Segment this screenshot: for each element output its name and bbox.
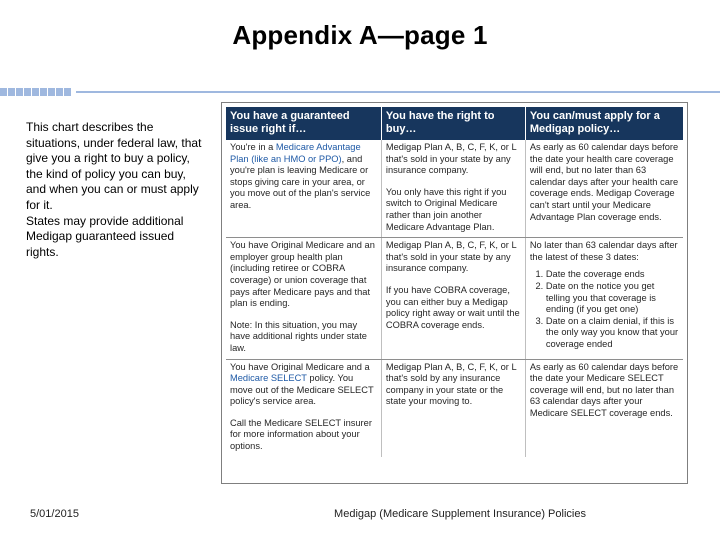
date-list xyxy=(530,269,679,350)
table-header-row xyxy=(226,107,683,140)
list-item: 1. Date the coverage ends xyxy=(546,269,679,281)
intro-text xyxy=(26,120,204,260)
table-cell: You have Original Medicare and an employer group health plan (including retiree or COBRA coverage) or union coverage that pays after Medicare pays and that plan is ending. Note: In this situation, you may have additional rights under state law. xyxy=(226,238,381,359)
intro-paragraph-1: This chart describes the situations, under federal law, that give you a right to buy a policy, the kind of policy you can buy, and when you can or must apply for it. xyxy=(26,120,202,212)
medicare-advantage-link[interactable]: Medicare Advantage Plan (like an HMO or PPO) xyxy=(230,142,361,164)
intro-paragraph-2: States may provide additional Medigap guaranteed issued rights. xyxy=(26,213,184,259)
table-cell: Medigap Plan A, B, C, F, K, or L that's sold in your state by any insurance company. If you have COBRA coverage, you can either buy a Medigap policy right away or wait until the COBRA coverage ends. xyxy=(381,238,525,359)
table-row xyxy=(226,238,683,359)
table-row xyxy=(226,140,683,238)
accent-line xyxy=(76,91,720,93)
list-item: 2. Date on the notice you get telling you that coverage is ending (if you get one) xyxy=(546,281,679,316)
table-cell: Medigap Plan A, B, C, F, K, or L that's sold by any insurance company in your state or the state your moving to. xyxy=(381,359,525,457)
column-header-buy: You have the right to buy… xyxy=(381,107,525,140)
accent-squares xyxy=(0,88,72,96)
table-cell: As early as 60 calendar days before the date your health care coverage will end, but no later than 63 calendar days after your health care coverage ends. Medigap Coverage can't start until your Medicare Advantage Plan coverage ends. xyxy=(525,140,683,238)
column-header-right: You have a guaranteed issue right if… xyxy=(226,107,381,140)
guaranteed-issue-table-frame xyxy=(221,102,688,484)
table-cell: No later than 63 calendar days after the latest of these 3 dates: 1. Date the coverage ends 2. Date on the notice you get telling you that coverage is ending (if you get one) 3. Date on a claim denial, if this is the only way you know that your coverage ended xyxy=(525,238,683,359)
table-cell: Medigap Plan A, B, C, F, K, or L that's sold in your state by any insurance company. You only have this right if you switch to Original Medicare rather than join another Medicare Advantage Plan. xyxy=(381,140,525,238)
slide-title: Appendix A—page 1 xyxy=(232,20,488,50)
footer-date: 5/01/2015 xyxy=(30,508,79,520)
decorative-accent-bar xyxy=(0,88,720,96)
medicare-select-link[interactable]: Medicare SELECT xyxy=(230,373,307,384)
table-cell: You have Original Medicare and a Medicare SELECT policy. You move out of the Medicare SELECT policy's service area. Call the Medicare SELECT insurer for more information about your options. xyxy=(226,359,381,457)
table-cell: As early as 60 calendar days before the date your Medicare SELECT coverage will end, but no later than 63 calendar days after your Medicare SELECT coverage ends. xyxy=(529,361,679,418)
list-item: 3. Date on a claim denial, if this is the only way you know that your coverage ended xyxy=(546,316,679,351)
table-row xyxy=(226,359,683,457)
table-cell: You're in a Medicare Advantage Plan (like an HMO or PPO), and you're plan is leaving Medicare or stops giving care in your area, or you move out of the plan's service area. xyxy=(226,140,381,238)
column-header-apply: You can/must apply for a Medigap policy… xyxy=(525,107,683,140)
footer-title: Medigap (Medicare Supplement Insurance) Policies xyxy=(334,508,586,520)
guaranteed-issue-table xyxy=(226,107,683,457)
